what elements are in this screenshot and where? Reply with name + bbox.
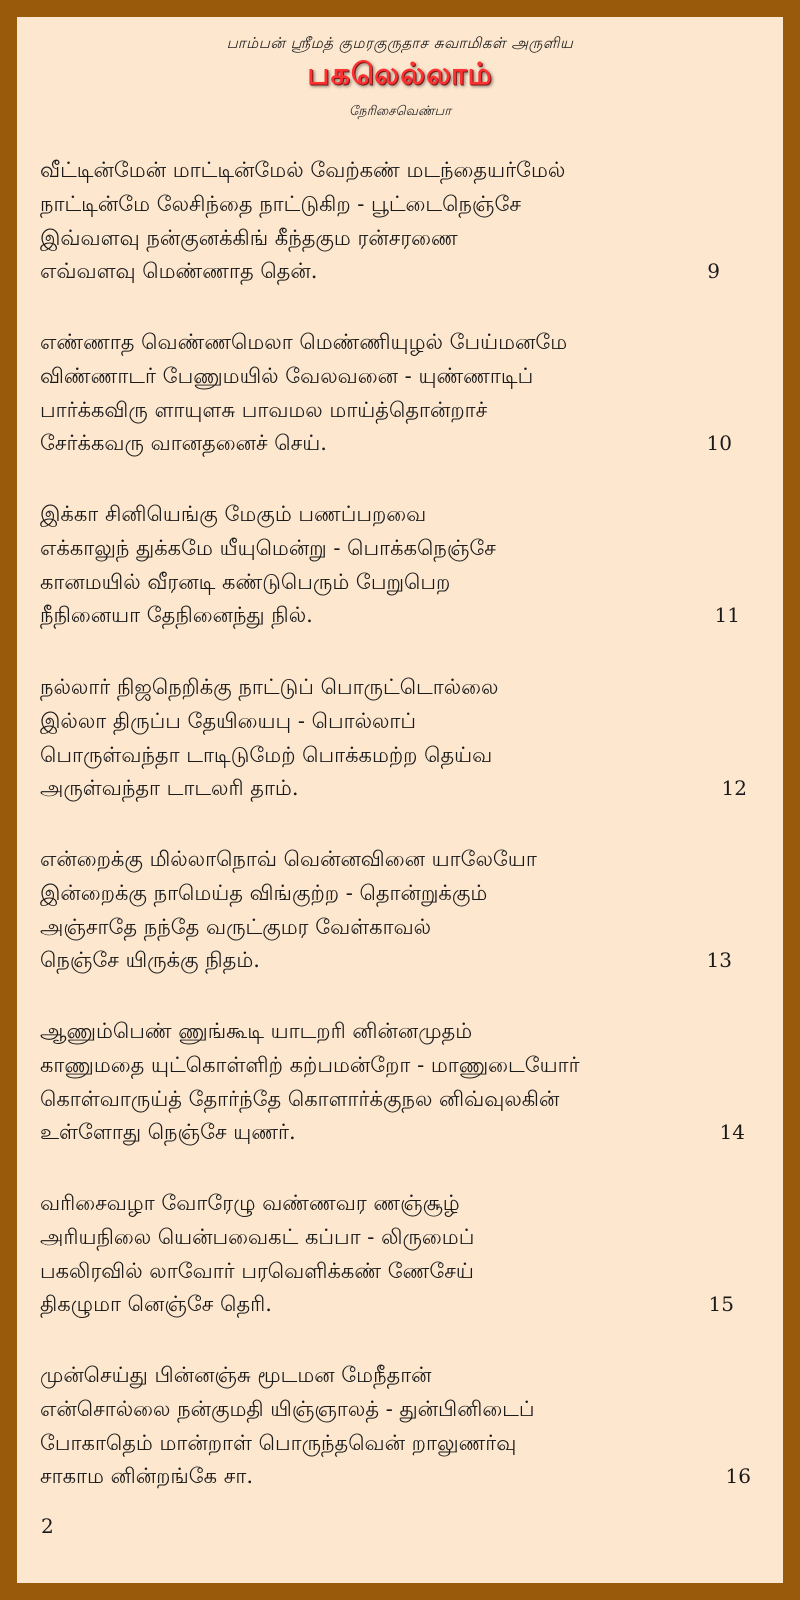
verse-line: வீட்டின்மேன் மாட்டின்மேல் வேற்கண் மடந்தையர்மேல் xyxy=(40,158,566,182)
verse-line: அஞ்சாதே நந்தே வருட்குமர வேள்காவல் xyxy=(40,915,432,939)
verse-line: திகழுமா னெஞ்சே தெரி. xyxy=(40,1292,272,1316)
verse-line: உள்ளோது நெஞ்சே யுணர். xyxy=(40,1120,296,1144)
verse-line: பொருள்வந்தா டாடிடுமேற் பொக்கமற்ற தெய்வ xyxy=(40,743,493,767)
verse-line: பகலிரவில் லாவோர் பரவெளிக்கண் ணேசேய் xyxy=(40,1259,474,1283)
verse-line: விண்ணாடர் பேணுமயில் வேலவனை - யுண்ணாடிப் xyxy=(40,364,534,388)
verse-line: ஆணும்பெண் ணுங்கூடி யாடறரி னின்னமுதம் xyxy=(40,1019,473,1043)
verse-number: 15 xyxy=(708,1292,734,1316)
verse-number: 13 xyxy=(706,948,732,972)
verse-line: எண்ணாத வெண்ணமெலா மெண்ணியுழல் பேய்மனமே xyxy=(40,330,568,354)
page-number: 2 xyxy=(41,1514,54,1538)
verse-line: கொள்வாருய்த் தோர்ந்தே கொளார்க்குநல னிவ்வுலகின் xyxy=(40,1087,560,1111)
page-title: பகலெல்லாம் xyxy=(307,57,493,92)
verse-line: இவ்வளவு நன்குனக்கிங் கீந்தகும ரன்சரணை xyxy=(40,226,458,250)
header-meter: நேரிசைவெண்பா xyxy=(349,104,451,119)
verse-line: காணுமதை யுட்கொள்ளிற் கற்பமன்றோ - மாணுடையோர் xyxy=(40,1053,580,1077)
verse-line: எவ்வளவு மெண்ணாத தென். xyxy=(40,259,318,283)
verse-line: சேர்க்கவரு வானதனைச் செய். xyxy=(40,431,327,455)
verse-number: 9 xyxy=(707,259,720,283)
verse-line: இக்கா சினியெங்கு மேகும் பணப்பறவை xyxy=(40,502,427,526)
verse-line: அரியநிலை யென்பவைகட் கப்பா - லிருமைப் xyxy=(40,1225,475,1249)
verse-line: முன்செய்து பின்னஞ்சு மூடமன மேநீதான் xyxy=(40,1363,432,1387)
verse-line: என்சொல்லை நன்குமதி யிஞ்ஞாலத் - துன்பினிடைப் xyxy=(40,1397,535,1421)
verse-line: அருள்வந்தா டாடலரி தாம். xyxy=(40,776,299,800)
verse-number: 14 xyxy=(719,1120,745,1144)
verse-line: பார்க்கவிரு ளாயுளசு பாவமல மாய்த்தொன்றாச் xyxy=(40,398,488,422)
verse-line: கானமயில் வீரனடி கண்டுபெரும் பேறுபெற xyxy=(40,570,451,594)
verse-line: இன்றைக்கு நாமெய்த விங்குற்ற - தொன்றுக்கும் xyxy=(40,881,488,905)
verse-line: நெஞ்சே யிருக்கு நிதம். xyxy=(40,948,260,972)
verse-number: 16 xyxy=(725,1464,751,1488)
verse-line: சாகாம னின்றங்கே சா. xyxy=(40,1464,254,1488)
verse-line: நாட்டின்மே லேசிந்தை நாட்டுகிற - பூட்டைநெஞ்சே xyxy=(40,192,522,216)
verse-line: எக்காலுந் துக்கமே யீயுமென்று - பொக்கநெஞ்சே xyxy=(40,536,496,560)
page xyxy=(17,17,783,1583)
verse-line: வரிசைவழா வோரேழு வண்ணவர ணஞ்சூழ் xyxy=(40,1191,460,1215)
verse-line: இல்லா திருப்ப தேயியைபு - பொல்லாப் xyxy=(40,709,417,733)
verse-line: நீநினையா தேநினைந்து நில். xyxy=(40,603,313,627)
verse-line: நல்லார் நிஜநெறிக்கு நாட்டுப் பொருட்டொல்லை xyxy=(40,675,499,699)
verse-line: போகாதெம் மான்றாள் பொருந்தவென் றாலுணர்வு xyxy=(40,1431,517,1455)
header-subtitle: பாம்பன் ஸ்ரீமத் குமரகுருதாச சுவாமிகள் அருளிய xyxy=(226,34,574,52)
verse-line: என்றைக்கு மில்லாநொவ் வென்னவினை யாலேயோ xyxy=(40,847,537,871)
verse-number: 10 xyxy=(706,431,732,455)
verse-number: 11 xyxy=(714,603,740,627)
verse-number: 12 xyxy=(721,776,747,800)
